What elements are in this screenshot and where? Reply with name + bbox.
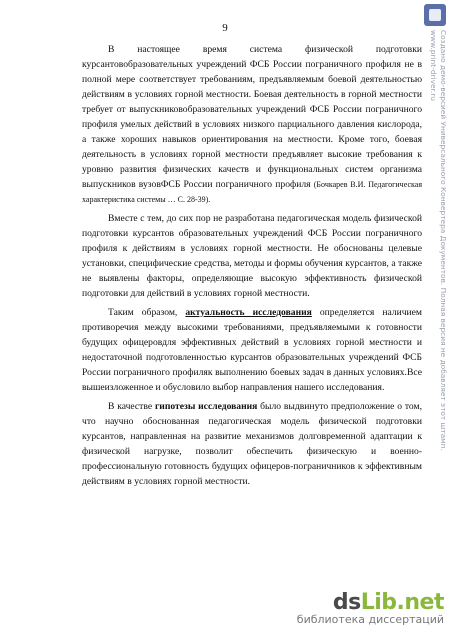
hypothesis-term: гипотезы исследования xyxy=(154,401,258,412)
paragraph-2: Вместе с тем, до сих пор не разработана педагогическая модель физической подготовки курсантов образовательных учреждений ФСБ России пограничного профиля к действиям в условиях горной местности. Не обоснованы целевые установки, специфические средства, методы и формы обучения курсантов, а также не выявлены факторы, определяющие высокую эффективность физической подготовки для действий в условиях горной местности. xyxy=(82,213,422,299)
relevance-term: актуальность исследования xyxy=(185,307,312,318)
paragraph-4-rest: было выдвинуто предположение о том, что научно обоснованная педагогическая модель физической подготовки курсантов, направленная на развитие механизмов долговременной адаптации к физической нагрузке, позволит обеспечить физическую и военно-профессиональную готовность будущих офицеров-пограничников к эффективным действиям в условиях горной местности. xyxy=(82,401,423,487)
dslib-logo-lib: Lib.net xyxy=(360,590,444,615)
paragraph-3-lead: Таким образом, xyxy=(108,307,186,318)
demo-watermark xyxy=(426,30,448,590)
paragraph-4-lead: В качестве xyxy=(108,401,155,412)
dslib-subtitle: библиотека диссертаций xyxy=(296,613,444,626)
dslib-watermark xyxy=(297,590,444,626)
dslib-logo-ds: ds xyxy=(332,590,361,615)
page-number: 9 xyxy=(222,22,228,34)
paragraph-1 xyxy=(82,42,422,207)
document-body xyxy=(82,42,422,493)
citation: (Бочкарев В.И. Педагогическая характеристика системы … С. 28-39). xyxy=(82,180,422,204)
paragraph-3-rest: определяется наличием противоречия между высокими требованиями, предъявляемыми к готовности будущих офицеровдля эффективных действий в условиях горной местности и недостаточной подготовленностью курсантов образовательных учреждений ФСБ России пограничного профиляк выполнению боевых задач в данных условиях.Все вышеизложенное и обусловило выбор направления нашего исследования. xyxy=(82,307,423,393)
paragraph-1-text: В настоящее время система физической подготовки курсантовобразовательных учреждений ФСБ России пограничного профиля не в полной мере соответствует требованиям, предъявляемым боевой деятельностью действиям в условиях горной местности. Боевая деятельность в горной местности требует от выпускниковобразовательных учреждений ФСБ России пограничного профиля умелых действий в условиях низкого парциального давления кислорода, а также хороших навыков ориентирования на местности. Кроме того, боевая деятельность в условиях горной местности предъявляет высокие требования к уровню развития физических качеств и функциональных систем организма выпускников вузовФСБ России пограничного профиля xyxy=(82,44,422,190)
paragraph-4 xyxy=(82,399,422,489)
converter-logo-icon xyxy=(424,4,446,26)
demo-watermark-text: Создано демо-версией Универсального Конвертера Документов. Полная версия не добавляет этот штамп. xyxy=(439,30,448,451)
demo-watermark-url: www.print-driver.ru xyxy=(429,30,438,101)
paragraph-3 xyxy=(82,305,422,395)
dslib-logo xyxy=(297,590,444,615)
